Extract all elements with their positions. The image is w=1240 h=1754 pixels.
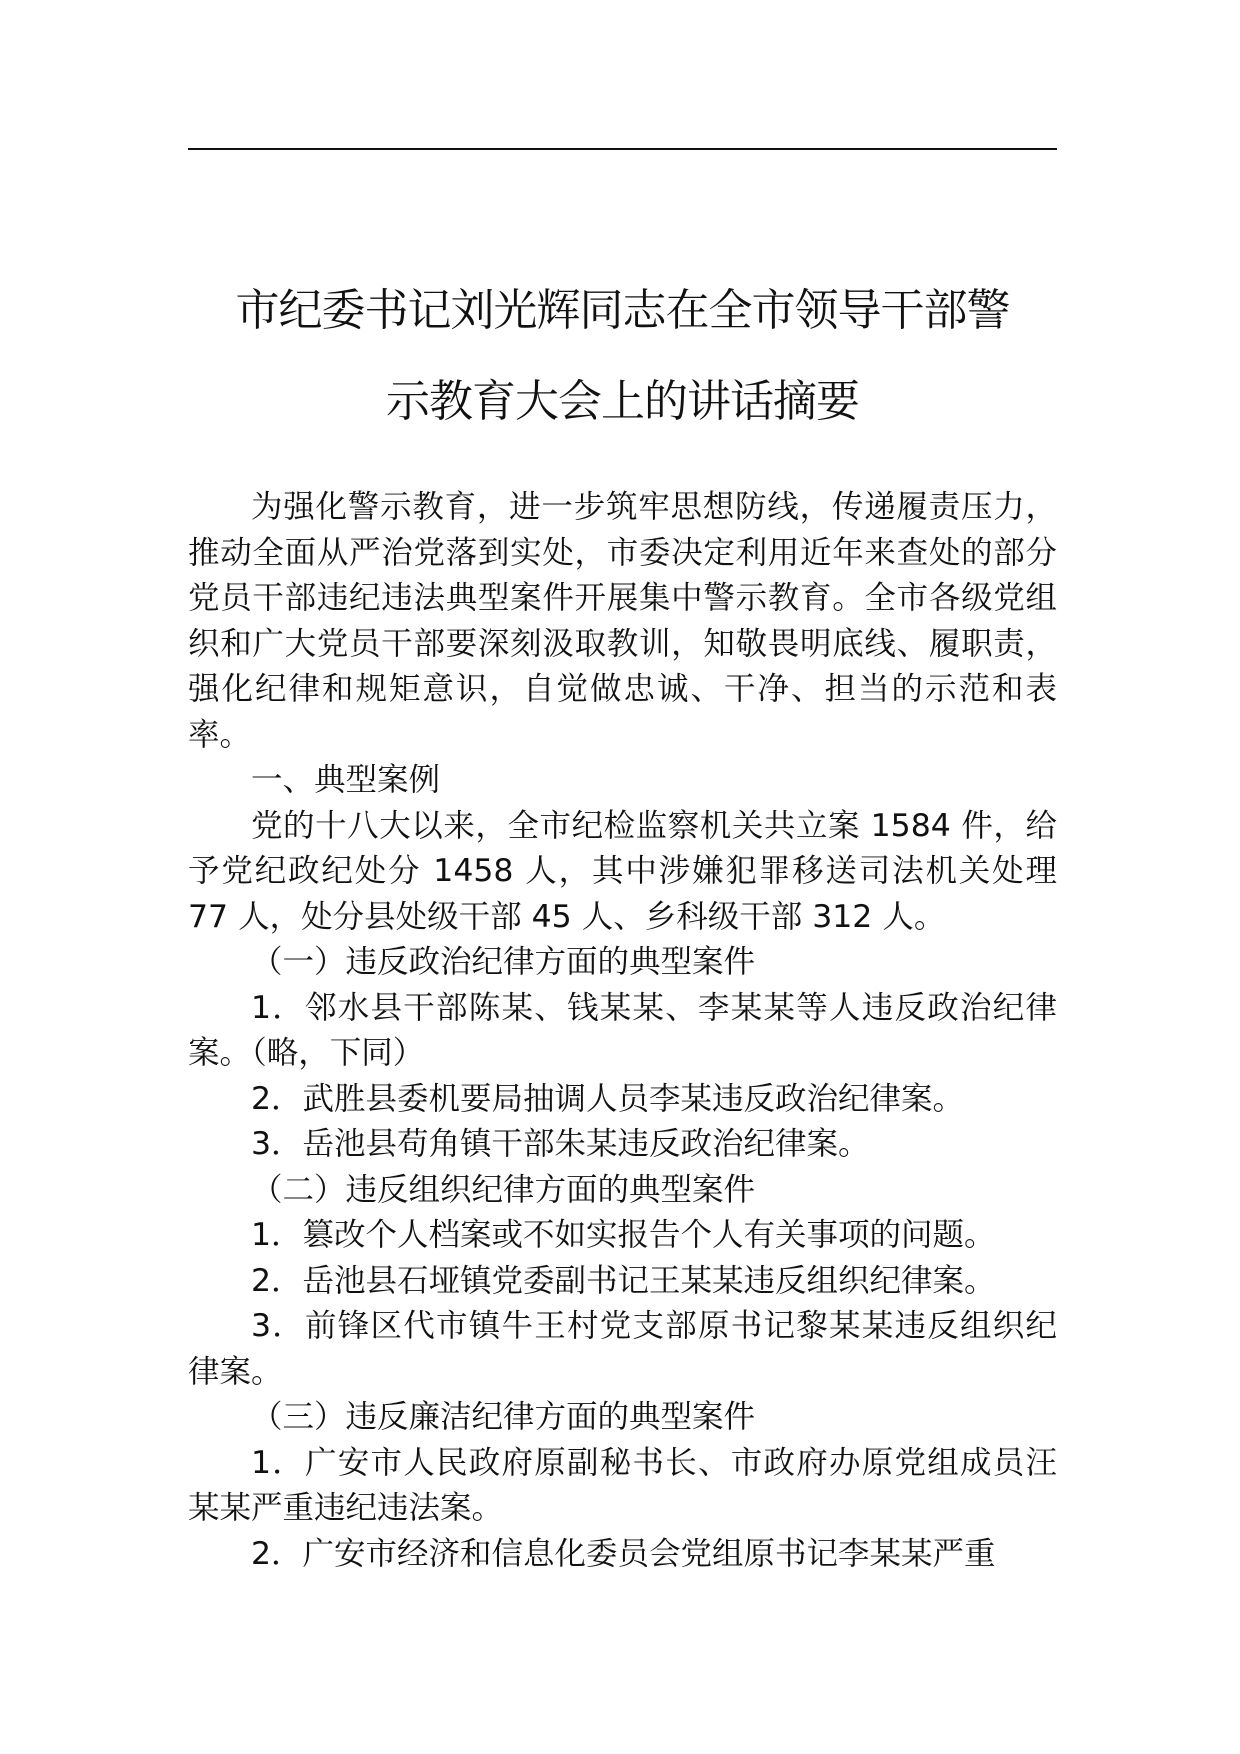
section-heading: 一、典型案例 xyxy=(251,762,441,798)
subsection-heading: （三）违反廉洁纪律方面的典型案件 xyxy=(251,1399,756,1435)
intro-paragraph: 为强化警示教育，进一步筑牢思想防线，传递履责压力，推动全面从严治党落到实处，市委决定利用近年来查处的部分党员干部违纪违法典型案件开展集中警示教育。全市各级党组织和广大党员干部要深刻汲取教训，知敬畏明底线、履职责，强化纪律和规矩意识，自觉做忠诚、干净、担当的示范和表率。 xyxy=(188,489,1057,753)
document-title xyxy=(180,265,1065,447)
subsection-heading: （一）违反政治纪律方面的典型案件 xyxy=(251,944,756,980)
case-item: 2．武胜县委机要局抽调人员李某违反政治纪律案。 xyxy=(251,1080,965,1117)
case-item: 3．前锋区代市镇牛王村党支部原书记黎某某违反组织纪律案。 xyxy=(188,1308,1057,1390)
case-item: 1．邻水县干部陈某、钱某某、李某某等人违反政治纪律案。（略，下同） xyxy=(188,989,1057,1071)
header-rule xyxy=(188,148,1057,150)
case-item: 1．篡改个人档案或不如实报告个人有关事项的问题。 xyxy=(251,1217,996,1253)
case-item: 2．岳池县石垭镇党委副书记王某某违反组织纪律案。 xyxy=(251,1262,996,1299)
case-item: 1．广安市人民政府原副秘书长、市政府办原党组成员汪某某严重违纪违法案。 xyxy=(188,1444,1057,1526)
title-line: 市纪委书记刘光辉同志在全市领导干部警 xyxy=(235,285,1010,336)
case-item: 2．广安市经济和信息化委员会党组原书记李某某严重 xyxy=(251,1535,996,1572)
title-line: 示教育大会上的讲话摘要 xyxy=(386,376,859,427)
case-item: 3．岳池县苟角镇干部朱某违反政治纪律案。 xyxy=(251,1126,870,1162)
subsection-heading: （二）违反组织纪律方面的典型案件 xyxy=(251,1171,756,1208)
statistics-paragraph: 党的十八大以来，全市纪检监察机关共立案 1584 件，给予党纪政纪处分 1458 人，其中涉嫌犯罪移送司法机关处理 77 人，处分县处级干部 45 人、乡科级干部 312 人。 xyxy=(188,807,1057,935)
document-body xyxy=(188,485,1057,1577)
